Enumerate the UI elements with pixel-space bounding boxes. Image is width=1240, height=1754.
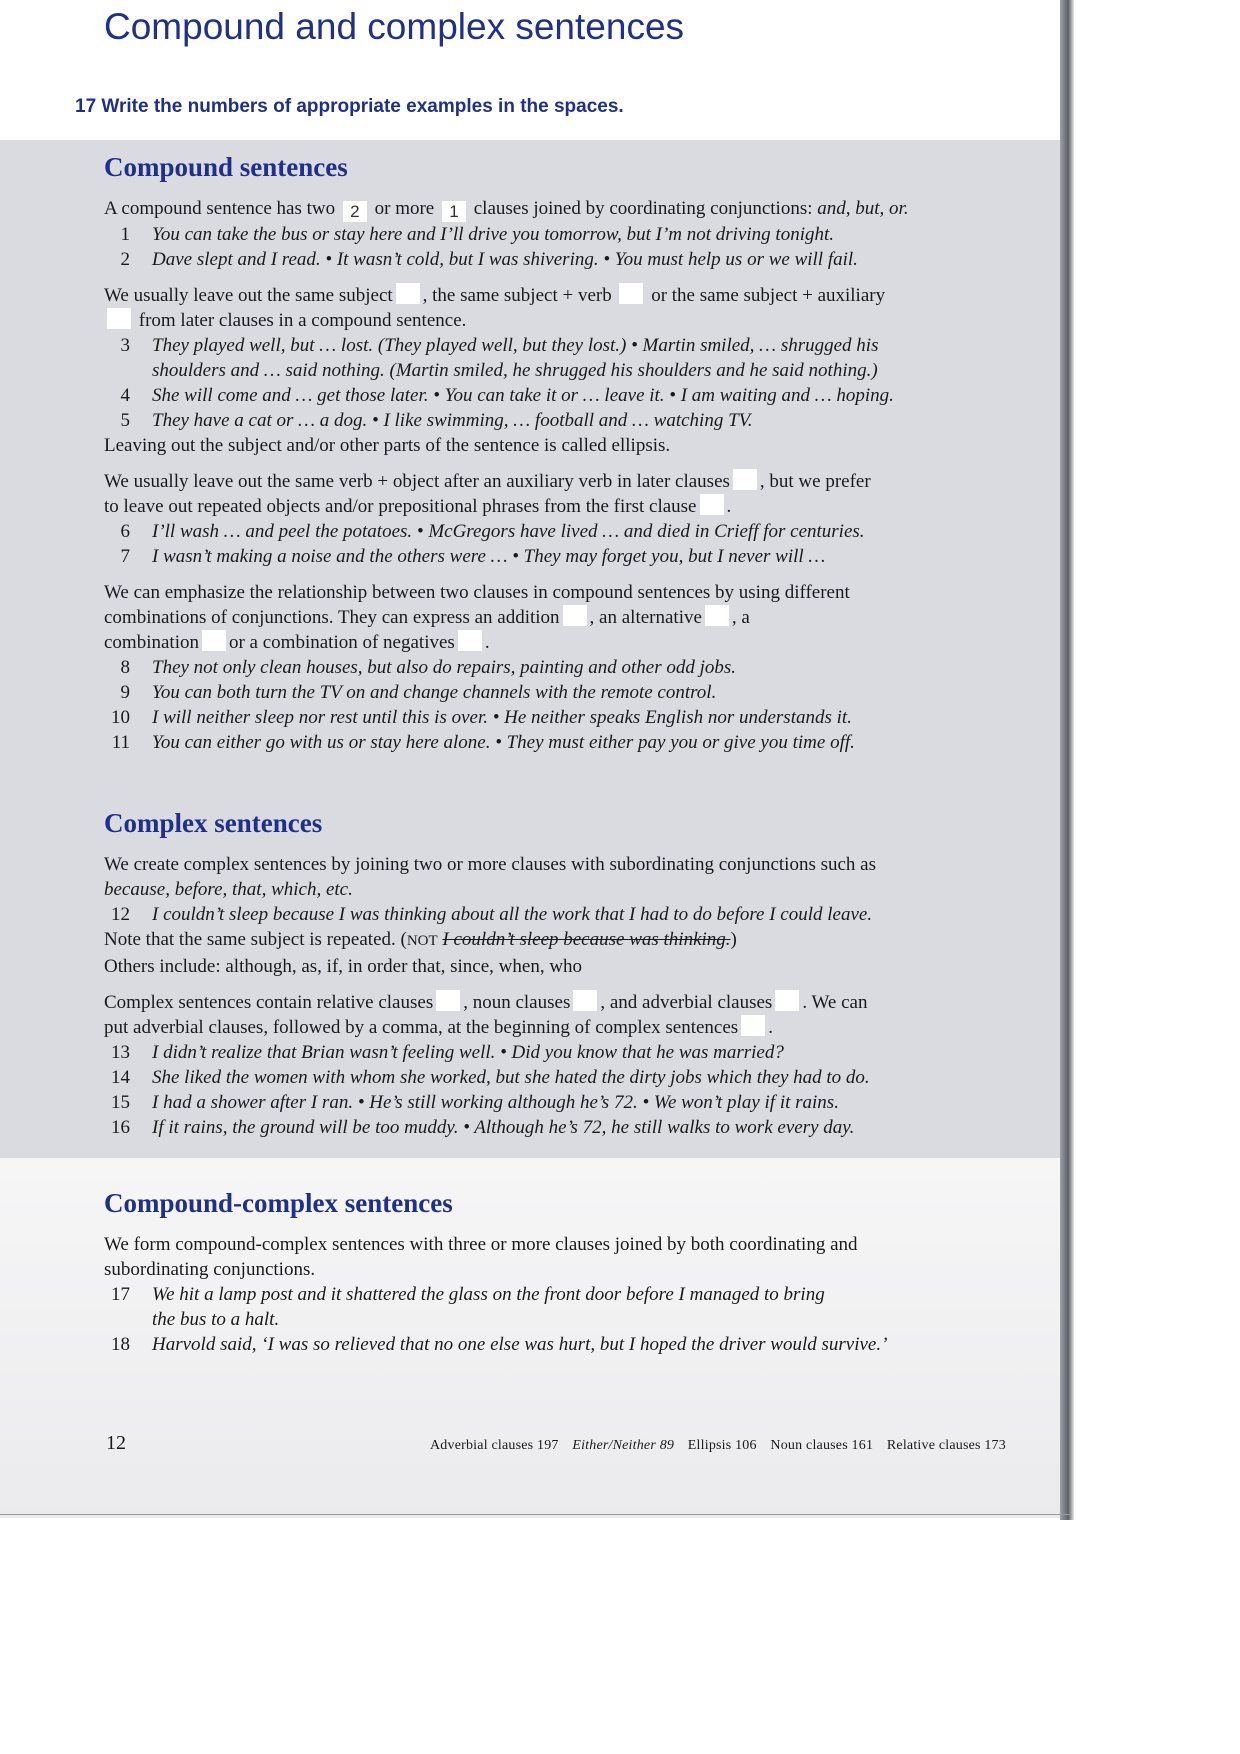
text: , and adverbial clauses [600,992,773,1013]
compound-heading: Compound sentences [104,152,348,182]
example-number: 13 [111,1042,130,1063]
answer-box[interactable] [563,605,587,626]
example [104,680,1004,705]
example-number: 17 [111,1284,130,1305]
text: , but we prefer [759,471,871,492]
example-number: 10 [111,707,130,728]
example [104,1115,1004,1140]
example-text: They not only clean houses, but also do repairs, painting and other odd jobs. [152,657,737,678]
cross-references [430,1438,1016,1454]
answer-box[interactable] [458,630,482,651]
verb-object-rule [104,469,1004,519]
example-number: 4 [120,385,130,406]
example-text: You can take the bus or stay here and I’ll drive you tomorrow, but I’m not driving tonight. [152,224,834,245]
text: or a combination of negatives [228,632,455,653]
example [104,408,1004,433]
example-number: 11 [111,732,130,753]
example-number: 12 [111,904,130,925]
clause-types-rule [104,990,1004,1040]
example-continued: shoulders and … said nothing. (Martin smiled, he shrugged his shoulders and he said nothing.) [152,360,878,381]
conjunction-list: and, but, or. [817,198,909,219]
text: from later clauses in a compound sentence. [138,310,467,331]
page-number: 12 [106,1432,126,1454]
example-number: 18 [111,1334,130,1355]
example [104,383,1004,408]
example [104,1090,1004,1115]
example-text: You can either go with us or stay here alone. • They must either pay you or give you time off. [152,732,855,753]
text: . We can [802,992,868,1013]
page-edge-shadow [1060,0,1074,1520]
cross-reference: Ellipsis 106 [687,1438,757,1453]
example-text: I will neither sleep nor rest until this is over. • He neither speaks English nor understands it. [152,707,852,728]
example-number: 14 [111,1067,130,1088]
example [104,1282,1004,1307]
text: We usually leave out the same verb + object after an auxiliary verb in later clauses [104,471,730,492]
text: We form compound-complex sentences with three or more clauses joined by both coordinating and [104,1234,858,1255]
text: or the same subject + auxiliary [651,285,886,306]
example-text: They have a cat or … a dog. • I like swimming, … football and … watching TV. [152,410,753,431]
text: , an alternative [589,607,702,628]
example-continued: the bus to a halt. [152,1309,280,1330]
example-number: 2 [120,249,130,270]
example [104,1065,1004,1090]
example-text: If it rains, the ground will be too muddy. • Although he’s 72, he still walks to work every day. [152,1117,855,1138]
cross-reference: Adverbial clauses 197 [430,1438,559,1453]
text: , the same subject + verb [422,285,612,306]
example-number: 8 [120,657,130,678]
page-title: Compound and complex sentences [104,6,685,47]
cross-reference: Noun clauses 161 [770,1438,874,1453]
note [104,927,1004,954]
example-text: They played well, but … lost. (They played well, but they lost.) • Martin smiled, … shrugged his [152,335,879,356]
answer-box[interactable] [436,990,460,1011]
example-number: 6 [120,521,130,542]
answer-box[interactable] [775,990,799,1011]
example-text: I wasn’t making a noise and the others were … • They may forget you, but I never will … [152,546,826,567]
ellipsis-definition: Leaving out the subject and/or other parts of the sentence is called ellipsis. [104,435,671,456]
text: We usually leave out the same subject [104,285,393,306]
example-text: I had a shower after I ran. • He’s still working although he’s 72. • We won’t play if it rains. [152,1092,839,1113]
answer-box[interactable] [573,990,597,1011]
answer-box[interactable] [619,283,643,304]
example-text: Harvold said, ‘I was so relieved that no one else was hurt, but I hoped the driver would survive.’ [152,1334,888,1355]
cross-reference: Relative clauses 173 [886,1438,1006,1453]
example-number: 7 [120,546,130,567]
example [104,902,1004,927]
struck-example: I couldn’t sleep because was thinking. [442,929,731,950]
compound-section [104,196,1004,755]
text: , noun clauses [463,992,571,1013]
answer-box[interactable] [705,605,729,626]
example-number: 9 [120,682,130,703]
example [104,519,1004,544]
text: clauses joined by coordinating conjunctions: [473,198,813,219]
example-number: 5 [120,410,130,431]
answer-box[interactable] [107,308,131,329]
example [104,705,1004,730]
text: Complex sentences contain relative clauses [104,992,434,1013]
example-number: 1 [120,224,130,245]
example [104,247,1004,272]
not-label: NOT [406,933,438,949]
text: We create complex sentences by joining two or more clauses with subordinating conjunctions such as [104,854,876,875]
text: A compound sentence has two [104,198,336,219]
answer-box[interactable] [700,494,724,515]
conjunction-list: because, before, that, which, etc. [104,879,353,900]
example-text: I’ll wash … and peel the potatoes. • McGregors have lived … and died in Crieff for centuries. [152,521,865,542]
text: ) [730,929,737,950]
example [104,544,1004,569]
text: , a [731,607,750,628]
text: to leave out repeated objects and/or prepositional phrases from the first clause [104,496,697,517]
answer-box[interactable] [741,1015,765,1036]
example-number: 15 [111,1092,130,1113]
emphasis-rule [104,580,1004,655]
example-text: You can both turn the TV on and change channels with the remote control. [152,682,717,703]
example [104,333,1004,358]
compound-intro [104,196,1004,222]
compound-complex-heading: Compound-complex sentences [104,1188,453,1218]
example-text: Dave slept and I read. • It wasn’t cold, but I was shivering. • You must help us or we will fail. [152,249,858,270]
answer-box[interactable] [202,630,226,651]
example-text: I couldn’t sleep because I was thinking about all the work that I had to do before I could leave. [152,904,873,925]
compound-complex-intro [104,1232,1004,1282]
example [104,655,1004,680]
example-text: We hit a lamp post and it shattered the glass on the front door before I managed to bring [152,1284,825,1305]
example [104,1332,1004,1357]
example-text: I didn’t realize that Brian wasn’t feeling well. • Did you know that he was married? [152,1042,784,1063]
text: or more [374,198,435,219]
exercise-instruction: 17 Write the numbers of appropriate examples in the spaces. [75,96,624,117]
text: Note that the same subject is repeated. ( [104,929,407,950]
complex-section [104,852,1004,1140]
complex-heading: Complex sentences [104,808,323,838]
text: combination [104,632,199,653]
text: We can emphasize the relationship between two clauses in compound sentences by using different [104,582,850,603]
text: . [726,496,732,517]
example [104,1040,1004,1065]
example-text: She will come and … get those later. • You can take it or … leave it. • I am waiting and … hoping. [152,385,894,406]
others-list: Others include: although, as, if, in order that, since, when, who [104,956,583,977]
text: . [484,632,490,653]
example-number: 3 [120,335,130,356]
answer-box[interactable]: 2 [343,201,367,222]
text: combinations of conjunctions. They can express an addition [104,607,560,628]
ellipsis-rule [104,283,1004,333]
complex-intro [104,852,1004,902]
cross-reference: Either/Neither 89 [572,1438,675,1453]
answer-box[interactable] [396,283,420,304]
text: . [768,1017,773,1038]
example-number: 16 [111,1117,130,1138]
example-text: She liked the women with whom she worked, but she hated the dirty jobs which they had to do. [152,1067,870,1088]
text: put adverbial clauses, followed by a comma, at the beginning of complex sentences [104,1017,739,1038]
example [104,222,1004,247]
text: subordinating conjunctions. [104,1259,316,1280]
answer-box[interactable] [733,469,757,490]
answer-box[interactable]: 1 [442,201,466,222]
page-bottom-edge [0,1514,1070,1515]
compound-complex-section [104,1232,1004,1357]
example [104,730,1004,755]
